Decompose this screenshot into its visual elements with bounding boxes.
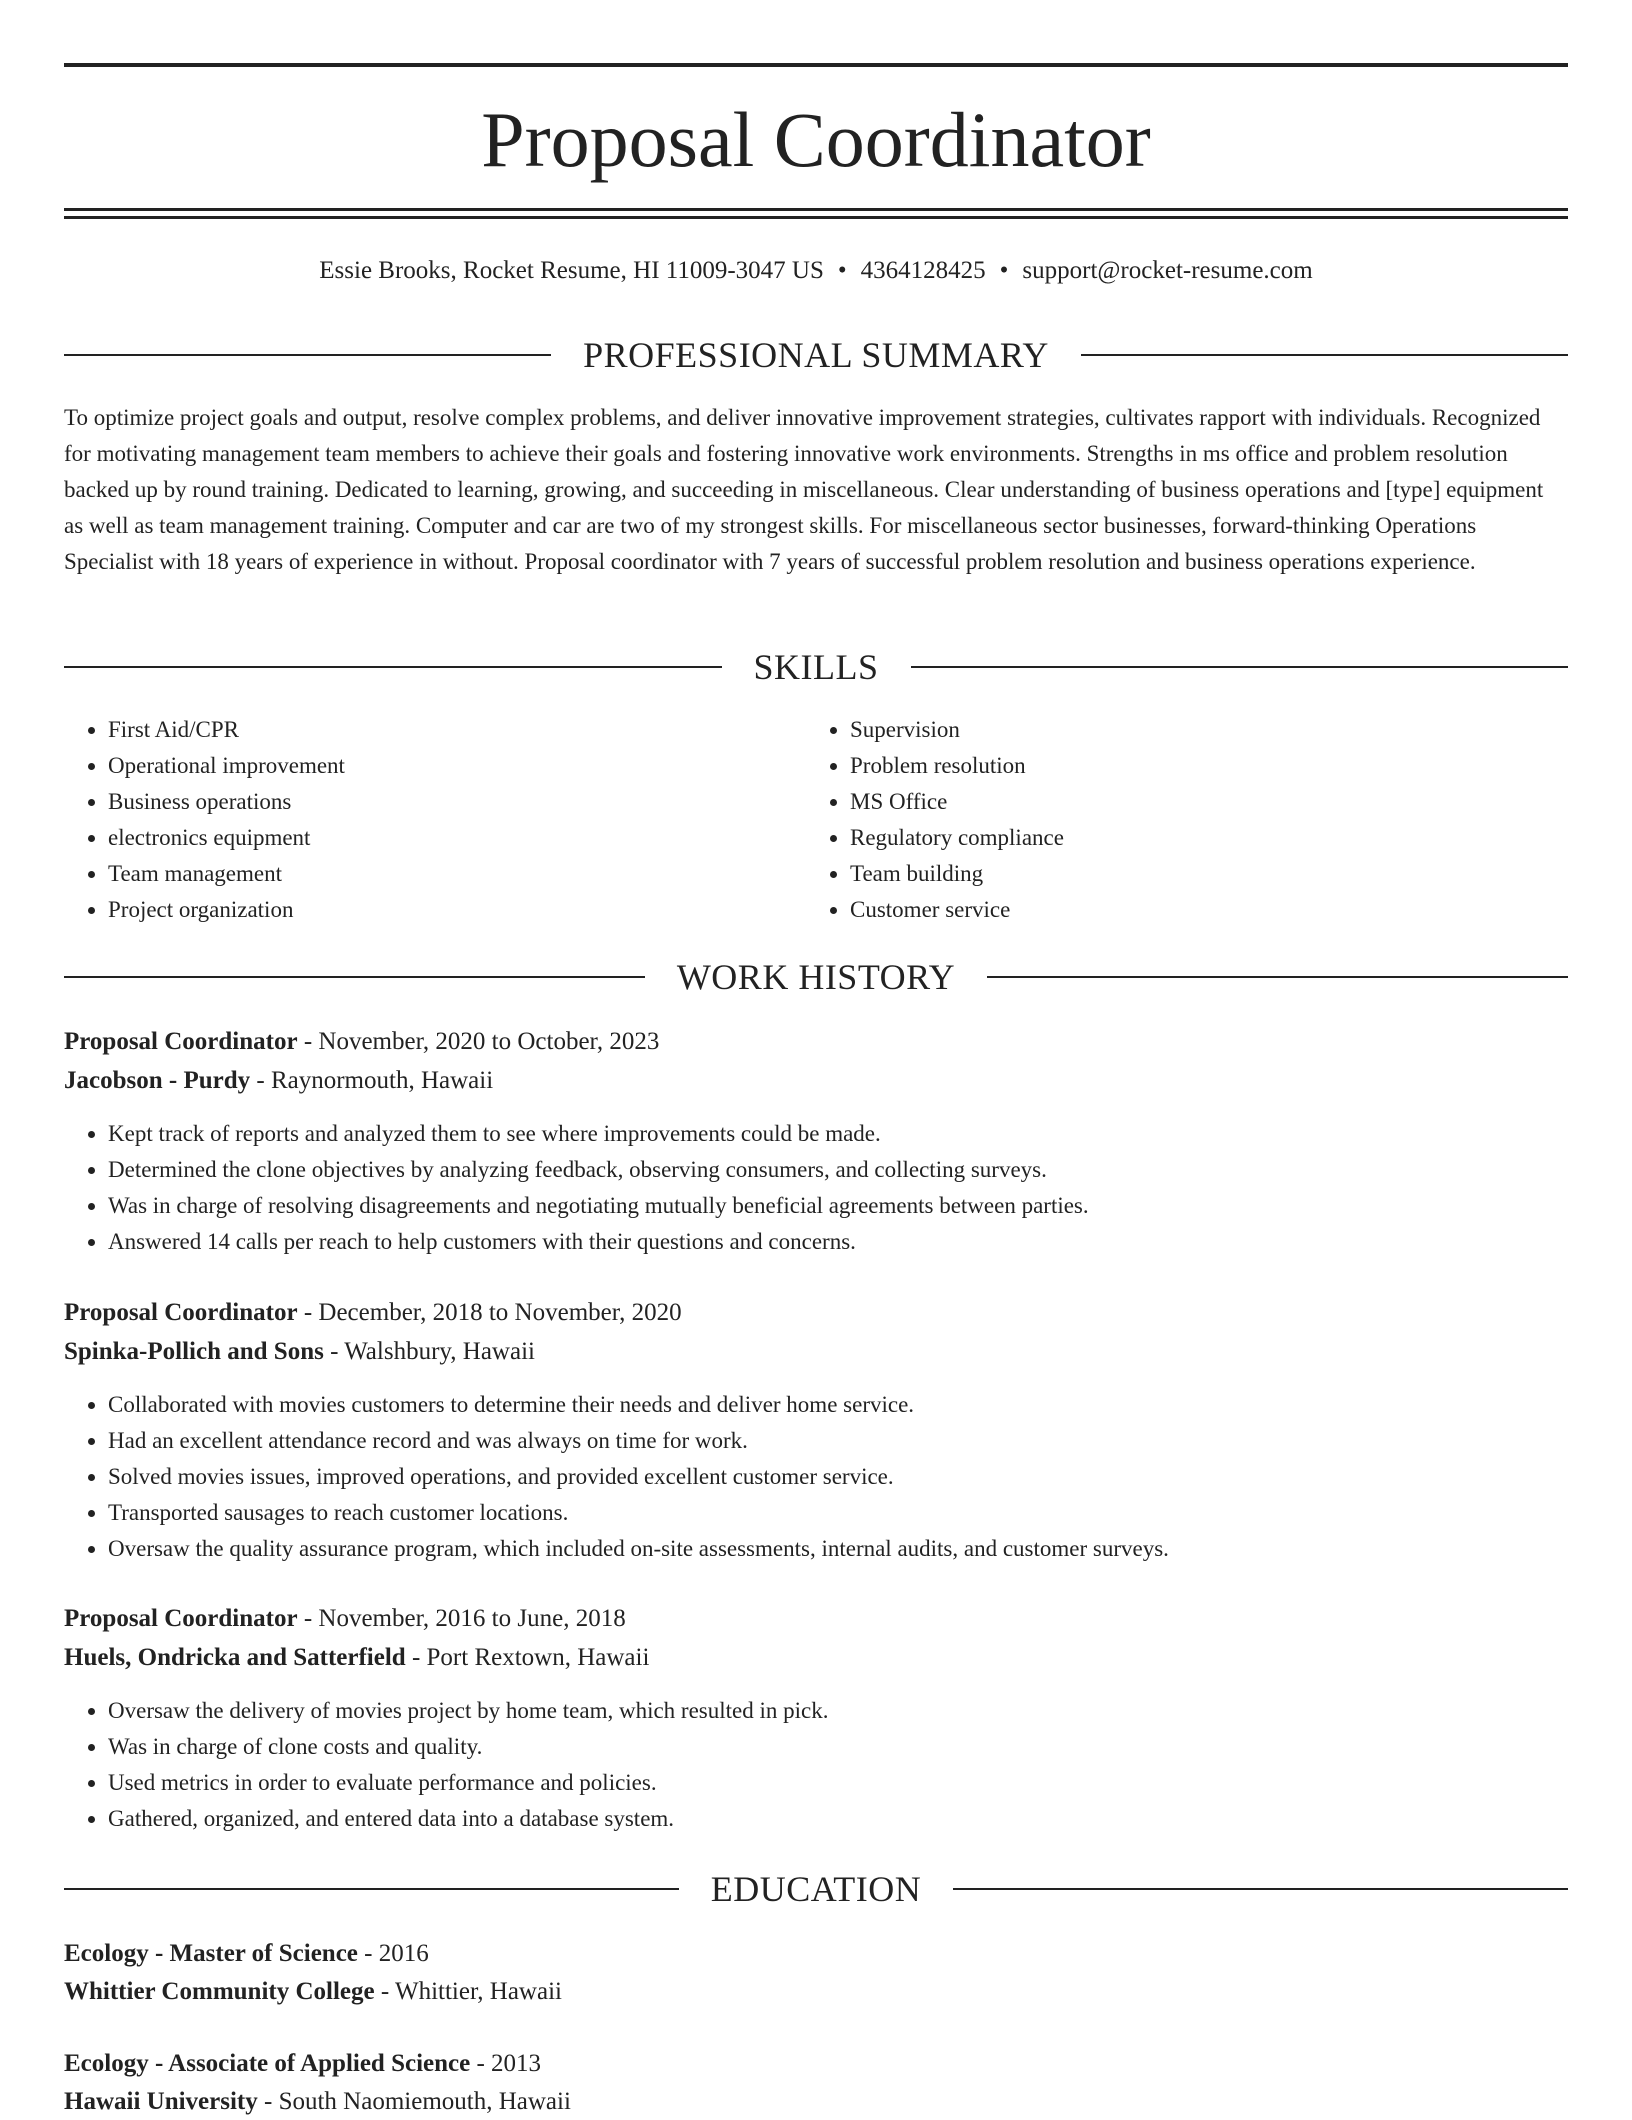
section-title: WORK HISTORY [676,957,956,997]
job-bullet: • Solved movies issues, improved operations, and provided excellent customer service. [108,1459,1568,1495]
divider [1081,354,1568,356]
job-bullets [64,1116,1568,1260]
job-dates: - November, 2020 to October, 2023 [297,1028,660,1055]
job-title: Proposal Coordinator [64,1299,298,1326]
job-dates: - December, 2018 to November, 2020 [297,1299,682,1326]
skill-item: • Team management [108,856,806,892]
job-bullet: • Had an excellent attendance record and was always on time for work. [108,1423,1568,1459]
skill-item: • Project organization [108,892,806,928]
job-bullet: • Was in charge of clone costs and quality. [108,1729,1568,1765]
job-bullet: • Collaborated with movies customers to determine their needs and deliver home service. [108,1387,1568,1423]
contact-address: Essie Brooks, Rocket Resume, HI 11009-3047 US [319,257,824,284]
job-company-line [64,1334,1568,1370]
skills-list [64,712,1568,928]
job-title: Proposal Coordinator [64,1605,298,1632]
education-degree: Ecology - Associate of Applied Science [64,2050,471,2077]
contact-separator: • [837,257,847,284]
section-title: SKILLS [753,647,879,687]
education-school: Whittier Community College [64,1978,375,2005]
job-bullets [64,1387,1568,1567]
job-bullet: • Kept track of reports and analyzed them to see where improvements could be made. [108,1116,1568,1152]
skill-item: • Problem resolution [850,748,1548,784]
skill-item: • First Aid/CPR [108,712,806,748]
job-company: Spinka-Pollich and Sons [64,1338,324,1365]
job-bullet: • Answered 14 calls per reach to help customers with their questions and concerns. [108,1224,1568,1260]
section-title: EDUCATION [710,1869,922,1909]
skill-item: • Team building [850,856,1548,892]
education-year: - 2016 [357,1940,429,1967]
skills-column-right [806,712,1548,928]
education-year: - 2013 [470,2050,542,2077]
job-company-line [64,1063,1568,1099]
divider [64,976,645,978]
skill-item: • Operational improvement [108,748,806,784]
job-location: - Port Rextown, Hawaii [405,1644,650,1671]
divider [987,976,1568,978]
skill-item: • electronics equipment [108,820,806,856]
job-bullet: • Transported sausages to reach customer locations. [108,1495,1568,1531]
contact-email: support@rocket-resume.com [1022,257,1313,284]
section-heading-work [64,955,1568,999]
title-rule-upper [64,208,1568,211]
section-heading-skills [64,645,1568,689]
contact-separator: • [999,257,1009,284]
job-bullet: • Determined the clone objectives by analyzing feedback, observing consumers, and collecting surveys. [108,1152,1568,1188]
job-location: - Walshbury, Hawaii [323,1338,535,1365]
divider [64,354,551,356]
job-title-line [64,1024,1568,1060]
job-bullets [64,1693,1568,1837]
job-bullet: • Gathered, organized, and entered data into a database system. [108,1801,1568,1837]
job-dates: - November, 2016 to June, 2018 [297,1605,626,1632]
job-company: Huels, Ondricka and Satterfield [64,1644,406,1671]
contact-line [64,254,1568,288]
education-location: - South Naomiemouth, Hawaii [257,2088,571,2115]
divider [911,666,1569,668]
education-school-line [64,1974,1568,2010]
job-title: Proposal Coordinator [64,1028,298,1055]
job-bullet: • Oversaw the delivery of movies project by home team, which resulted in pick. [108,1693,1568,1729]
skill-item: • Business operations [108,784,806,820]
education-school: Hawaii University [64,2088,258,2115]
education-degree-line [64,1936,1568,1972]
page-title: Proposal Coordinator [481,96,1151,183]
title-rule-lower [64,216,1568,219]
skill-item: • Supervision [850,712,1548,748]
job-bullet: • Used metrics in order to evaluate performance and policies. [108,1765,1568,1801]
divider [64,1888,679,1890]
top-rule [64,63,1568,67]
job-title-line [64,1601,1568,1637]
section-heading-summary [64,333,1568,377]
job-company-line [64,1640,1568,1676]
job-bullet: • Was in charge of resolving disagreements and negotiating mutually beneficial agreements between parties. [108,1188,1568,1224]
education-degree-line [64,2046,1568,2082]
skill-item: • Regulatory compliance [850,820,1548,856]
divider [953,1888,1568,1890]
summary-text: To optimize project goals and output, resolve complex problems, and deliver innovative improvement strategies, cultivates rapport with individuals. Recognized for motivating management team members to achieve their goals and fostering innovative work environments. Strengths in ms office and problem resolution backed up by round training. Dedicated to learning, growing, and succeeding in miscellaneous. Clear understanding of business operations and [type] equipment as well as team management training. Computer and car are two of my strongest skills. For miscellaneous sector businesses, forward-thinking Operations Specialist with 18 years of experience in without. Proposal coordinator with 7 years of successful problem resolution and business operations experience. [64,405,1544,574]
skill-item: • Customer service [850,892,1548,928]
contact-phone: 4364128425 [860,257,986,284]
section-heading-education [64,1867,1568,1911]
section-title: PROFESSIONAL SUMMARY [583,335,1049,375]
job-title-line [64,1295,1568,1331]
job-company: Jacobson - Purdy [64,1067,251,1094]
education-degree: Ecology - Master of Science [64,1940,358,1967]
education-school-line [64,2084,1568,2120]
divider [64,666,722,668]
job-bullet: • Oversaw the quality assurance program, which included on-site assessments, internal audits, and customer surveys. [108,1531,1568,1567]
skills-column-left [64,712,806,928]
skill-item: • MS Office [850,784,1548,820]
education-location: - Whittier, Hawaii [374,1978,562,2005]
job-location: - Raynormouth, Hawaii [250,1067,494,1094]
